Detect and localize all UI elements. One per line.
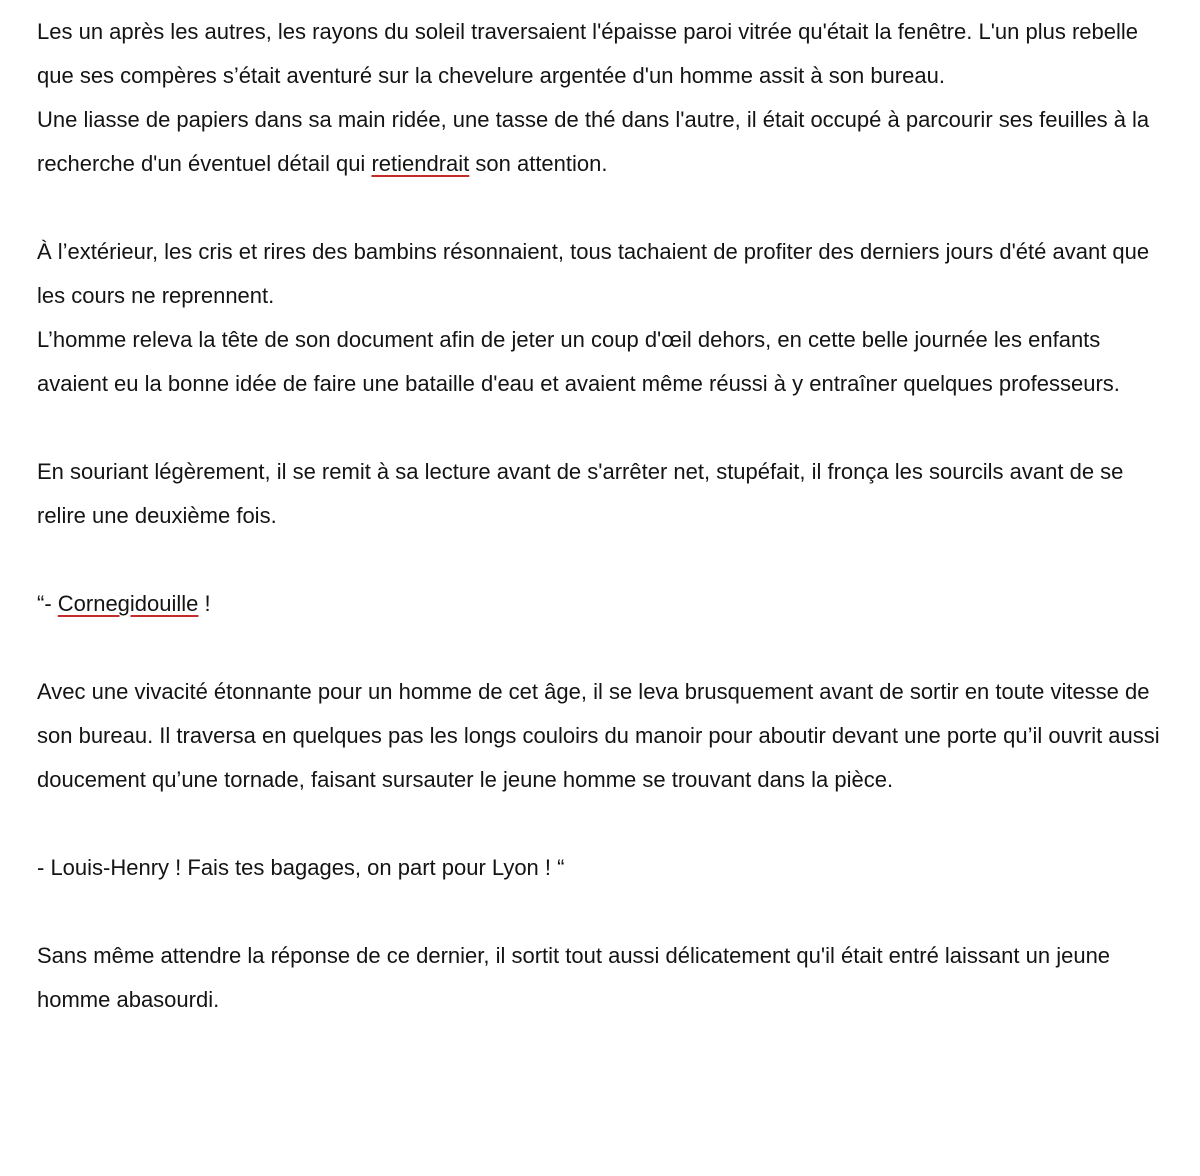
blank-line — [37, 406, 1163, 450]
spellcheck-flagged-word[interactable]: Cornegidouille — [57, 591, 199, 616]
dialogue-line-2: - Louis-Henry ! Fais tes bagages, on part pour Lyon ! “ — [37, 855, 565, 880]
blank-line — [37, 802, 1163, 846]
paragraph-2-text-start: Une liasse de papiers dans sa main ridée, une tasse de thé dans l'autre, il était occupé à parcourir ses feuilles à la recherche d'un éventuel détail qui — [37, 107, 1150, 176]
paragraph-4: L’homme releva la tête de son document afin de jeter un coup d'œil dehors, en cette belle journée les enfants avaient eu la bonne idée de faire une bataille d'eau et avaient même réussi à y entraîner quelques professeurs. — [37, 327, 1120, 396]
paragraph-1: Les un après les autres, les rayons du soleil traversaient l'épaisse paroi vitrée qu'était la fenêtre. L'un plus rebelle que ses compères s’était aventuré sur la chevelure argentée d'un homme assit à son bureau. — [37, 19, 1138, 88]
paragraph-2 — [37, 98, 1163, 186]
dialogue-exclamation: ! — [198, 591, 211, 616]
document-body[interactable] — [37, 10, 1163, 1022]
blank-line — [37, 186, 1163, 230]
paragraph-9: Sans même attendre la réponse de ce dernier, il sortit tout aussi délicatement qu'il était entré laissant un jeune homme abasourdi. — [37, 943, 1111, 1012]
paragraph-3: À l’extérieur, les cris et rires des bambins résonnaient, tous tachaient de profiter des derniers jours d'été avant que les cours ne reprennent. — [37, 239, 1150, 308]
paragraph-7: Avec une vivacité étonnante pour un homme de cet âge, il se leva brusquement avant de sortir en toute vitesse de son bureau. Il traversa en quelques pas les longs couloirs du manoir pour aboutir devant une porte qu’il ouvrit aussi doucement qu’une tornade, faisant sursauter le jeune homme se trouvant dans la pièce. — [37, 679, 1160, 792]
dialogue-quote-open: “- — [37, 591, 58, 616]
blank-line — [37, 890, 1163, 934]
spellcheck-flagged-word[interactable]: retiendrait — [371, 151, 470, 176]
dialogue-line-1 — [37, 582, 1163, 626]
paragraph-2-text-end: son attention. — [469, 151, 608, 176]
paragraph-5: En souriant légèrement, il se remit à sa lecture avant de s'arrêter net, stupéfait, il fronça les sourcils avant de se relire une deuxième fois. — [37, 459, 1124, 528]
blank-line — [37, 626, 1163, 670]
blank-line — [37, 538, 1163, 582]
